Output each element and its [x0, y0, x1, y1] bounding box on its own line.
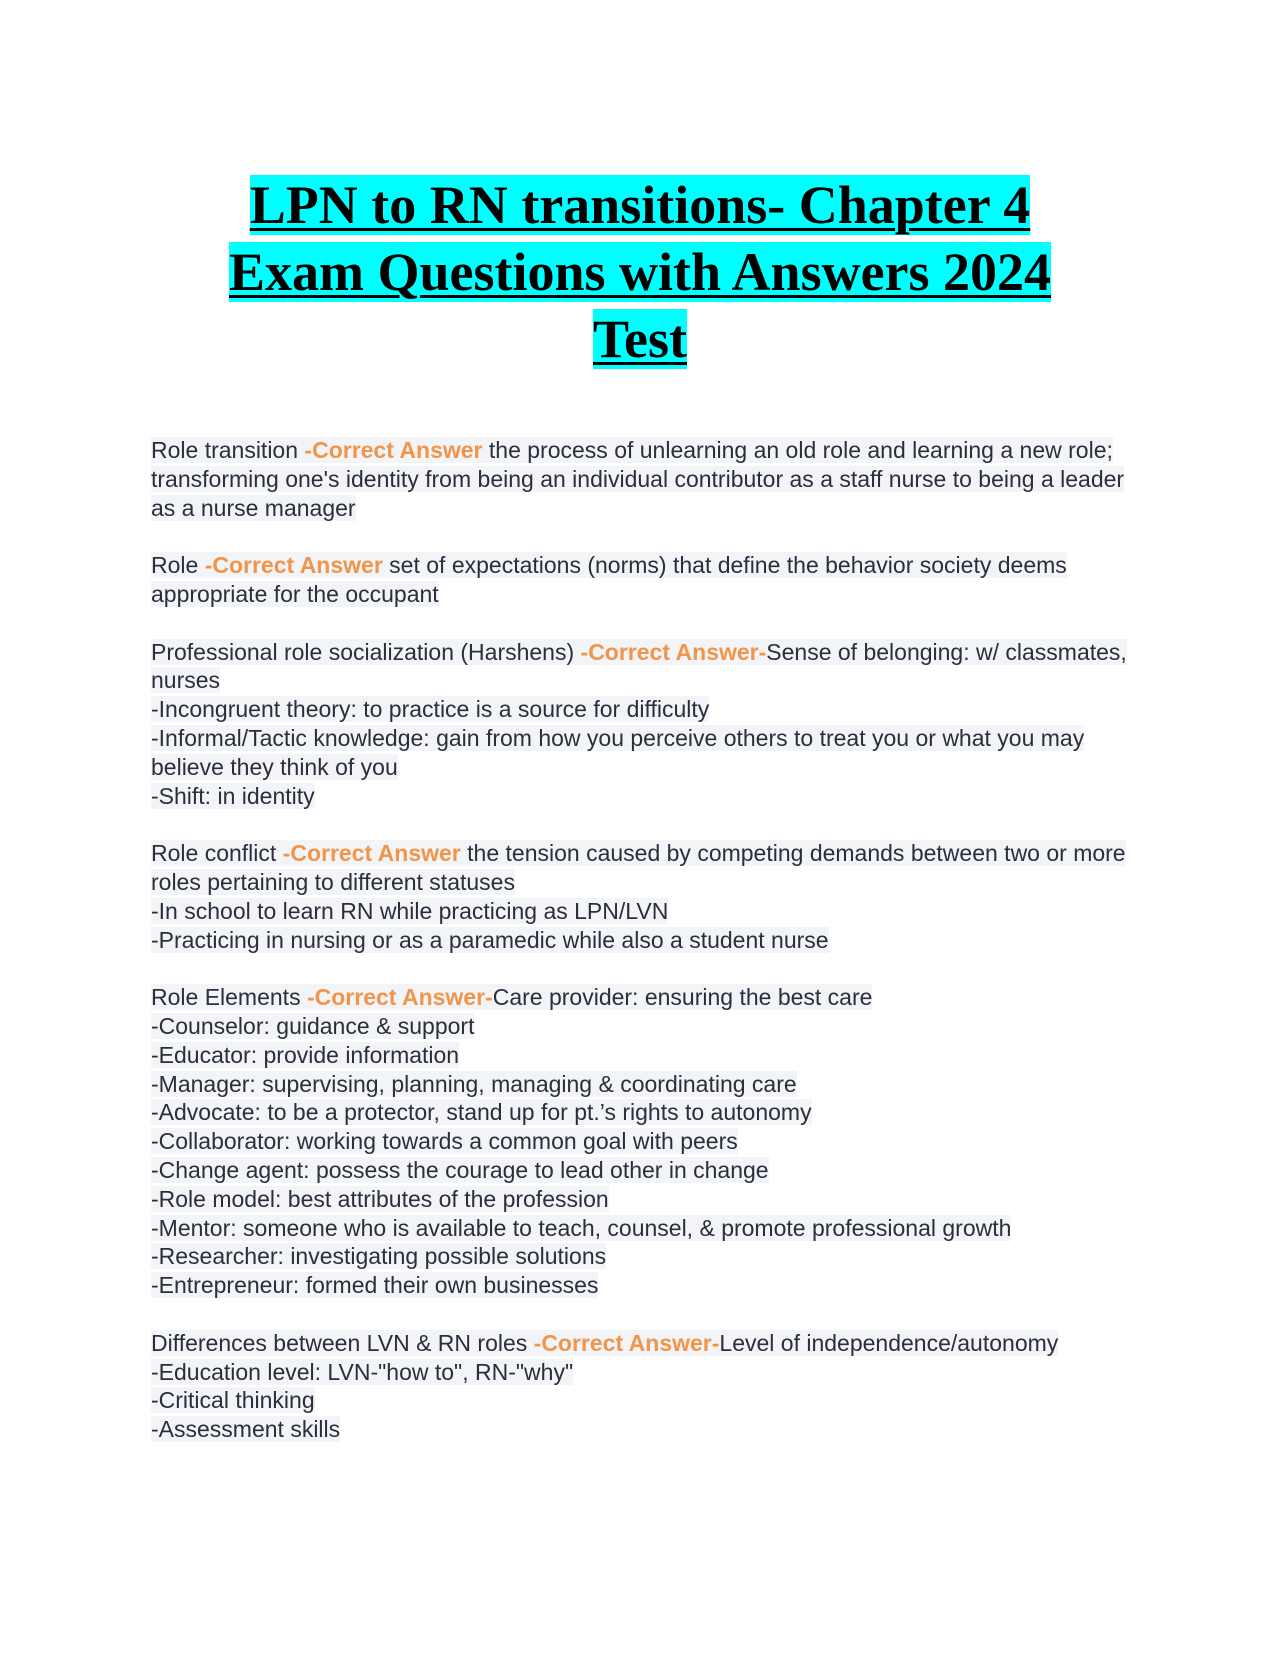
answer-line: -Counselor: guidance & support [151, 1012, 475, 1039]
qa-item-professional-role-socialization [151, 638, 1141, 811]
qa-item-role-transition [151, 436, 1141, 522]
answer-line: -Assessment skills [151, 1416, 341, 1443]
answer-line: -Role model: best attributes of the profession [151, 1185, 609, 1212]
correct-answer-label: -Correct Answer- [580, 638, 767, 665]
correct-answer-label: -Correct Answer- [306, 984, 493, 1011]
answer-line: -Change agent: possess the courage to lead other in change [151, 1156, 769, 1183]
answer-line: -Practicing in nursing or as a paramedic while also a student nurse [151, 926, 829, 953]
answer-line: -Entrepreneur: formed their own businesses [151, 1272, 599, 1299]
title-line-2: Exam Questions with Answers 2024 [228, 242, 1052, 302]
question-text: Differences between LVN & RN roles [151, 1329, 534, 1356]
correct-answer-label: -Correct Answer- [533, 1329, 720, 1356]
answer-line: -Researcher: investigating possible solutions [151, 1243, 607, 1270]
question-text: Role Elements [151, 984, 307, 1011]
qa-item-role [151, 551, 1141, 609]
answer-line: -Mentor: someone who is available to teach, counsel, & promote professional growth [151, 1214, 1012, 1241]
answer-line: -Incongruent theory: to practice is a source for difficulty [151, 696, 710, 723]
answer-text: set of expectations (norms) that define the behavior society deems appropriate for the occupant [151, 552, 1067, 607]
answer-line: -Collaborator: working towards a common goal with peers [151, 1128, 738, 1155]
answer-line: -Critical thinking [151, 1387, 315, 1414]
question-text: Professional role socialization (Harshens) [151, 638, 581, 665]
answer-line: -In school to learn RN while practicing as LPN/LVN [151, 897, 669, 924]
answer-text: the process of unlearning an old role and learning a new role; transforming one's identity from being an individual contributor as a staff nurse to being a leader as a nurse manager [151, 437, 1125, 521]
answer-text: Level of independence/autonomy [719, 1329, 1059, 1356]
answer-line: -Informal/Tactic knowledge: gain from how you perceive others to treat you or what you may believe they think of you [151, 724, 1085, 780]
answer-text: Sense of belonging: w/ classmates, nurses [151, 638, 1127, 694]
answer-text: Care provider: ensuring the best care [492, 984, 873, 1011]
question-text: Role conflict [151, 840, 283, 867]
qa-item-role-conflict [151, 839, 1141, 954]
answer-line: -Advocate: to be a protector, stand up for pt.’s rights to autonomy [151, 1099, 812, 1126]
title-line-1: LPN to RN transitions- Chapter 4 [249, 175, 1031, 235]
answer-line: -Shift: in identity [151, 782, 315, 809]
question-text: Role transition [151, 437, 305, 463]
answer-text: the tension caused by competing demands between two or more roles pertaining to different statuses [151, 840, 1126, 895]
correct-answer-label: -Correct Answer [204, 552, 383, 579]
correct-answer-label: -Correct Answer [282, 840, 461, 867]
question-text: Role [151, 552, 205, 579]
qa-list [151, 436, 1141, 1473]
answer-line: -Educator: provide information [151, 1041, 460, 1068]
document-title [150, 172, 1130, 373]
answer-line: -Education level: LVN-"how to", RN-"why" [151, 1358, 574, 1385]
qa-item-role-elements [151, 983, 1141, 1300]
answer-line: -Manager: supervising, planning, managing & coordinating care [151, 1070, 797, 1097]
title-line-3: Test [592, 309, 688, 369]
correct-answer-label: -Correct Answer [304, 437, 483, 463]
qa-item-lvn-rn-differences [151, 1329, 1141, 1444]
